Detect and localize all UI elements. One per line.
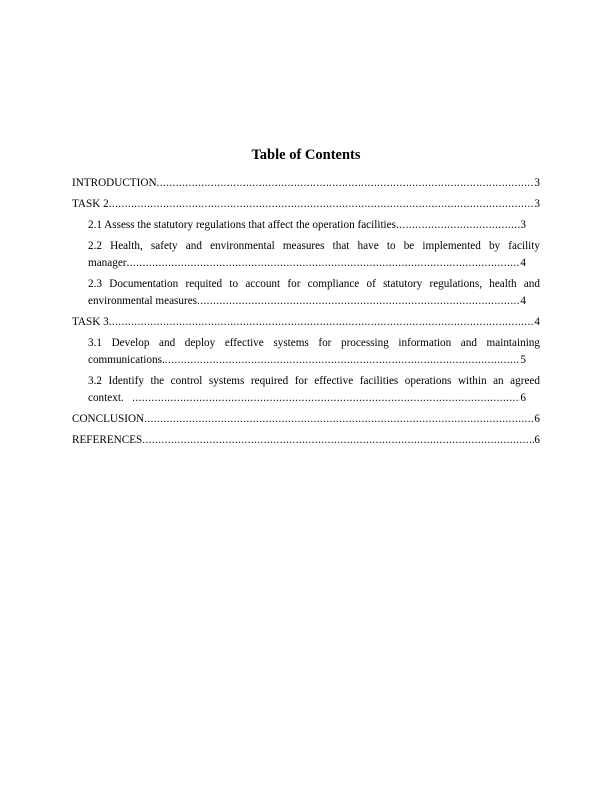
dot-leader xyxy=(109,314,535,331)
toc-entry-label: environmental measures xyxy=(88,295,198,307)
toc-entry-page: 3 xyxy=(534,198,540,210)
dot-leader xyxy=(127,255,521,272)
toc-entry-page: 6 xyxy=(534,434,540,446)
toc-entry-label: INTRODUCTION xyxy=(72,177,157,189)
toc-entry-page: 4 xyxy=(534,316,540,328)
toc-entry-page: 4 xyxy=(520,295,526,307)
toc-entry-label: 2.1 Assess the statutory regulations that affect the operation facilities xyxy=(88,219,396,231)
dot-leader xyxy=(396,217,520,234)
dot-leader xyxy=(197,293,520,310)
toc-entry-task-3[interactable] xyxy=(72,314,540,331)
dot-leader xyxy=(142,432,534,449)
toc-entry-page: 3 xyxy=(534,177,540,189)
toc-entry-label: TASK 3 xyxy=(72,316,109,328)
dot-leader xyxy=(157,175,535,192)
toc-entry-introduction[interactable] xyxy=(72,175,540,192)
toc-entry-2-3[interactable] xyxy=(72,276,540,310)
toc-entry-label: context. xyxy=(88,392,133,404)
toc-entry-conclusion[interactable] xyxy=(72,411,540,428)
toc-entry-page: 3 xyxy=(520,219,526,231)
toc-entry-label: REFERENCES xyxy=(72,434,143,446)
toc-entry-first-line: 2.3 Documentation requited to account for compliance of statutory regulations, health and xyxy=(88,278,540,290)
toc-entry-page: 4 xyxy=(520,257,526,269)
toc-entry-label: TASK 2 xyxy=(72,198,109,210)
dot-leader xyxy=(109,196,535,213)
toc-entry-label: communications. xyxy=(88,354,165,366)
toc-entry-first-line: 3.2 Identify the control systems required for effective facilities operations within an agreed xyxy=(88,375,540,387)
toc-entry-2-1[interactable] xyxy=(72,217,540,234)
toc-entry-page: 6 xyxy=(520,392,526,404)
dot-leader xyxy=(144,411,534,428)
toc-entry-label: CONCLUSION xyxy=(72,413,145,425)
toc-title: Table of Contents xyxy=(251,147,361,163)
toc-entry-first-line: 2.2 Health, safety and environmental measures that have to be implemented by facility xyxy=(88,240,540,252)
toc-entry-first-line: 3.1 Develop and deploy effective systems for processing information and maintaining xyxy=(88,337,540,349)
dot-leader xyxy=(165,352,521,369)
toc-entry-task-2[interactable] xyxy=(72,196,540,213)
toc-entry-page: 6 xyxy=(534,413,540,425)
dot-leader xyxy=(132,390,520,407)
toc-entry-label: manager xyxy=(88,257,127,269)
toc-entry-references[interactable] xyxy=(72,432,540,449)
table-of-contents xyxy=(72,175,540,449)
toc-entry-3-1[interactable] xyxy=(72,335,540,369)
toc-entry-page: 5 xyxy=(520,354,526,366)
toc-entry-3-2[interactable] xyxy=(72,373,540,407)
toc-entry-2-2[interactable] xyxy=(72,238,540,272)
